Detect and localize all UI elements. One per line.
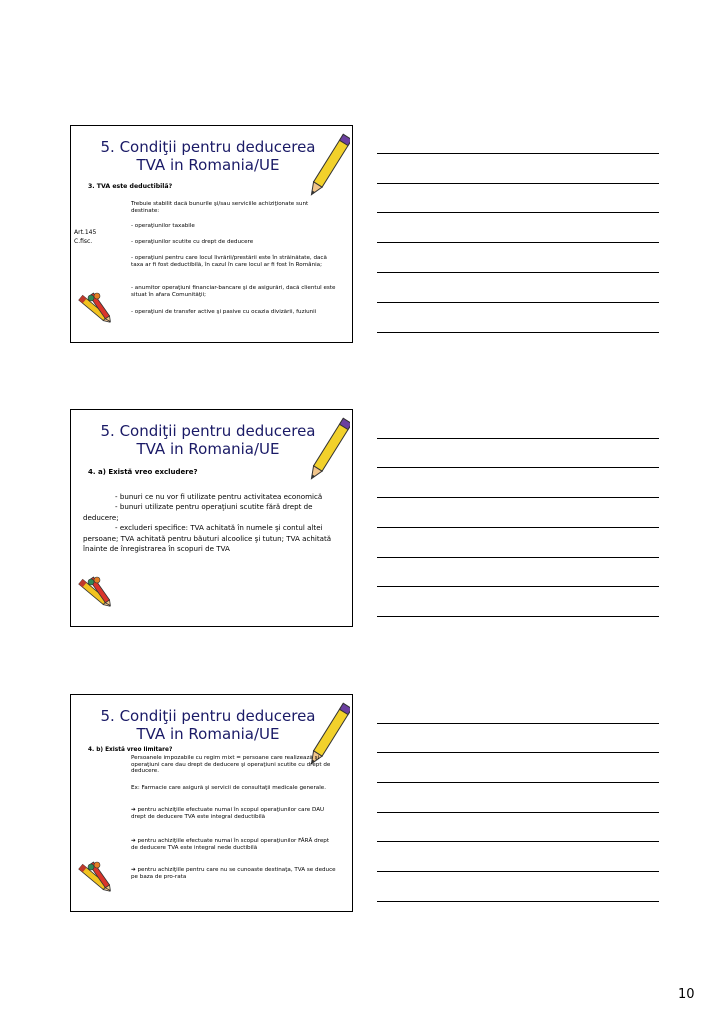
crayons-icon xyxy=(70,857,117,897)
note-line xyxy=(377,616,659,617)
slide-text: Ex: Farmacie care asigură şi servicii de consultaţii medicale generale. xyxy=(131,785,326,791)
note-line xyxy=(377,153,659,154)
note-line xyxy=(377,841,659,842)
crayons-icon xyxy=(70,572,117,612)
pencil-icon xyxy=(310,412,350,487)
note-line xyxy=(377,557,659,558)
note-line xyxy=(377,183,659,184)
pencil-icon xyxy=(310,128,350,203)
slide-title xyxy=(93,138,323,174)
note-line xyxy=(377,302,659,303)
slide-text: - operaţiunilor scutite cu drept de deducere xyxy=(131,239,254,245)
note-line xyxy=(377,332,659,333)
slide-1 xyxy=(70,125,353,343)
note-line xyxy=(377,901,659,902)
side-label-line: C.fisc. xyxy=(74,238,93,245)
slide-heading: 4. a) Există vreo excludere? xyxy=(88,468,198,476)
title-line-2: TVA in Romania/UE xyxy=(136,440,280,458)
slide-text: - operaţiuni pentru care locul livrării/prestării este în străinătate, dacă taxa ar fi fost deductibilă, în cazul în care locul ar fi fost în România; xyxy=(131,255,327,268)
slide-heading: 3. TVA este deductibilă? xyxy=(88,183,173,190)
slide-text: - excluderi specifice: TVA achitată în numele şi contul altei persoane; TVA achitată pentru băuturi alcoolice şi tutun; TVA achitată înainte de înregistrarea în scopuri de TVA xyxy=(83,523,332,553)
slide-title xyxy=(93,422,323,458)
note-line xyxy=(377,586,659,587)
note-line xyxy=(377,527,659,528)
crayons-icon xyxy=(70,288,117,328)
slide-text: - operaţiuni de transfer active şi pasive cu ocazia divizării, fuziunii xyxy=(131,309,317,315)
title-line-2: TVA in Romania/UE xyxy=(136,725,280,743)
slide-3 xyxy=(70,694,353,912)
side-label xyxy=(74,228,96,246)
slide-text: ➔ pentru achiziţiile pentru care nu se cunoaste destinaţa, TVA se deduce pe baza de pro-rata xyxy=(131,867,336,880)
side-label-line: Art.145 xyxy=(74,229,97,236)
slide-text: Trebuie stabilit dacă bunurile şi/sau serviciile achiziţionate sunt destinate: xyxy=(131,201,309,214)
title-line-1: 5. Condiţii pentru deducerea xyxy=(100,707,316,725)
title-line-1: 5. Condiţii pentru deducerea xyxy=(100,422,316,440)
slide-text: ➔ pentru achiziţiile efectuate numai în scopul operaţiunilor care DAU drept de deducere TVA este integral deductibilă xyxy=(131,807,325,820)
note-line xyxy=(377,242,659,243)
slide-text: - bunuri utilizate pentru operaţiuni scutite fără drept de deducere; xyxy=(83,502,313,522)
slide-text: - operaţiunilor taxabile xyxy=(131,223,195,229)
slide-title xyxy=(93,707,323,743)
title-line-1: 5. Condiţii pentru deducerea xyxy=(100,138,316,156)
slide-heading: 4. b) Există vreo limitare? xyxy=(88,747,173,753)
note-line xyxy=(377,467,659,468)
note-line xyxy=(377,871,659,872)
slide-2 xyxy=(70,409,353,627)
note-line xyxy=(377,812,659,813)
page-number: 10 xyxy=(678,987,695,1002)
note-line xyxy=(377,723,659,724)
note-line xyxy=(377,752,659,753)
slide-text: ➔ pentru achiziţiile efectuate numai în scopul operaţiunilor FĂRĂ drept de deducere TVA este integral nede ductibilă xyxy=(131,838,330,851)
note-line xyxy=(377,782,659,783)
slide-text: - anumitor operaţiuni financiar-bancare şi de asigurări, dacă clientul este situat în afara Comunităţii; xyxy=(131,285,336,298)
note-line xyxy=(377,497,659,498)
slide-text: Persoanele impozabile cu regim mixt = persoane care realizează şi operaţiuni care dau drept de deducere şi operaţiuni scutite cu drept de deducere. xyxy=(131,755,331,775)
title-line-2: TVA in Romania/UE xyxy=(136,156,280,174)
slide-text: - bunuri ce nu vor fi utilizate pentru activitatea economică xyxy=(115,492,323,501)
note-line xyxy=(377,212,659,213)
note-line xyxy=(377,272,659,273)
note-line xyxy=(377,438,659,439)
